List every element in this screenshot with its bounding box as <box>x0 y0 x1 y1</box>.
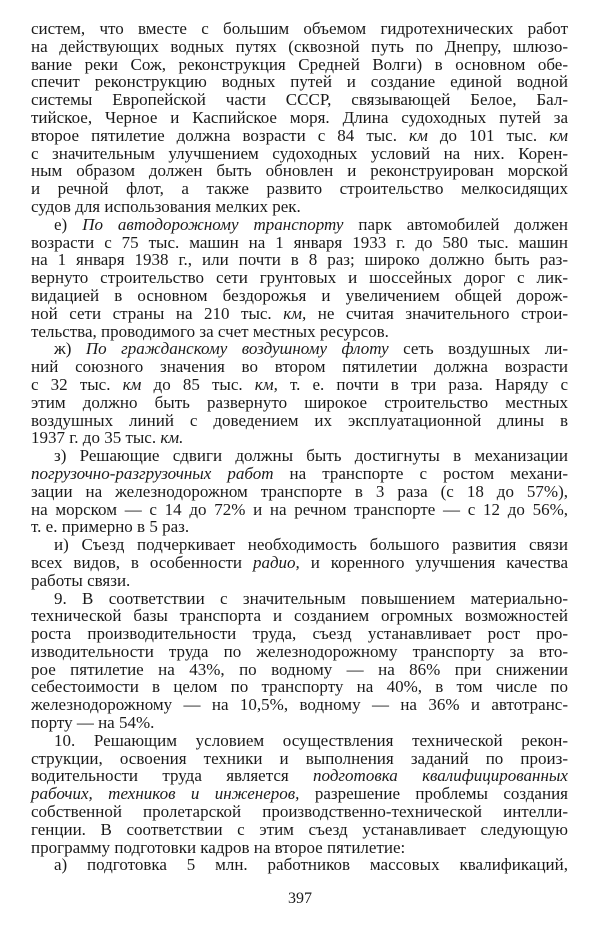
text-segment: не считая значительного строи- <box>306 303 569 323</box>
text-line <box>31 20 568 38</box>
text-line <box>31 91 568 109</box>
text-line <box>31 643 568 661</box>
italic-text: По гражданскому воздушному флоту <box>85 339 389 359</box>
text-segment: ной сети страны на 210 тыс. <box>31 303 284 323</box>
text-line <box>31 340 568 358</box>
text-line <box>31 501 568 519</box>
text-segment: собственной пролетарской производственно-технической интелли- <box>31 802 568 822</box>
text-line <box>31 447 568 465</box>
text-line <box>31 162 568 180</box>
text-line <box>31 732 568 750</box>
text-segment: железнодорожному — на 10,5%, водному — на 36% и автотранс- <box>31 695 568 715</box>
text-line <box>31 216 568 234</box>
text-line <box>31 803 568 821</box>
text-segment: ний союзного значения во втором пятилетии должна возрасти <box>31 357 568 377</box>
text-segment: работы связи. <box>31 570 131 590</box>
text-line <box>31 145 568 163</box>
text-line <box>31 323 568 341</box>
italic-text: км <box>549 125 569 145</box>
text-segment: до 85 тыс. <box>141 374 255 394</box>
text-segment: генции. В соответствии с этим съезд устанавливает следующую <box>31 819 568 839</box>
document-body <box>31 20 568 874</box>
text-line <box>31 305 568 323</box>
text-line <box>31 661 568 679</box>
page-number: 397 <box>288 890 312 907</box>
text-segment: на действующих водных путях (сквозной путь по Днепру, шлюзо- <box>31 36 568 56</box>
text-segment: систем, что вместе с большим объемом гидротехнических работ <box>31 19 568 38</box>
text-segment: этим должно быть развернуто широкое строительство местных <box>31 392 568 412</box>
text-line <box>31 394 568 412</box>
text-line <box>31 251 568 269</box>
text-segment: е) <box>54 214 83 234</box>
text-segment: до 101 тыс. <box>427 125 550 145</box>
text-segment: парк автомобилей должен <box>343 214 569 234</box>
text-segment: второе пятилетие должна возрасти с 84 тыс. <box>31 125 409 145</box>
text-line <box>31 821 568 839</box>
text-segment: и) Съезд подчеркивает необходимость большого развития связи <box>54 535 568 555</box>
text-segment: 9. В соответствии с значительным повышением материально- <box>54 588 568 608</box>
text-line <box>31 625 568 643</box>
text-line <box>31 376 568 394</box>
italic-text: км. <box>160 428 184 448</box>
text-line <box>31 839 568 857</box>
text-segment: ным образом должен быть обновлен и реконструирован морской <box>31 161 568 181</box>
text-line <box>31 590 568 608</box>
text-line <box>31 429 568 447</box>
text-segment: спечит реконструкцию водных путей и создание единой водной <box>31 72 568 92</box>
text-line <box>31 73 568 91</box>
text-line <box>31 180 568 198</box>
text-segment: а) подготовка 5 млн. работников массовых квалификаций, <box>54 855 568 875</box>
text-segment: на морском — с 14 до 72% и на речном транспорте — с 12 до 56%, <box>31 499 568 519</box>
text-line <box>31 785 568 803</box>
text-segment: системы Европейской части СССР, связывающей Белое, Бал- <box>31 90 568 110</box>
text-line <box>31 750 568 768</box>
text-segment: разрешение проблемы создания <box>299 784 568 804</box>
italic-text: км, <box>254 374 278 394</box>
text-segment: на 1 января 1938 г., или почти в 8 раз; широко должно быть раз- <box>31 250 568 270</box>
italic-text: радио, <box>252 552 300 572</box>
text-segment: 10. Решающим условием осуществления технической рекон- <box>54 730 568 750</box>
text-segment: себестоимости в целом по транспорту на 40%, в том числе по <box>31 677 568 697</box>
text-line <box>31 856 568 874</box>
text-line <box>31 38 568 56</box>
text-segment: т. е. почти в три раза. Наряду с <box>277 374 568 394</box>
text-segment: с значительным улучшением судоходных условий на них. Корен- <box>31 143 568 163</box>
text-segment: и речной флот, а также развито строительство мелкосидящих <box>31 179 568 199</box>
text-segment: вернуто строительство сети грунтовых и шоссейных дорог с лик- <box>31 268 568 288</box>
text-line <box>31 767 568 785</box>
text-segment: изводительности труда по железнодорожному транспорту за вто- <box>31 641 568 661</box>
text-line <box>31 269 568 287</box>
italic-text: км <box>409 125 428 145</box>
text-line <box>31 465 568 483</box>
text-segment: 1937 г. до 35 тыс. <box>31 428 161 448</box>
text-segment: з) Решающие сдвиги должны быть достигнуты в механизации <box>54 446 568 466</box>
text-segment: порту — на 54%. <box>31 713 155 733</box>
text-line <box>31 234 568 252</box>
text-line <box>31 572 568 590</box>
text-line <box>31 287 568 305</box>
text-segment: на транспорте с ростом механи- <box>273 463 568 483</box>
text-segment: роста производительности труда, съезд устанавливает рост про- <box>31 624 568 644</box>
text-line <box>31 198 568 216</box>
text-line <box>31 607 568 625</box>
text-line <box>31 714 568 732</box>
text-segment: струкции, освоения техники и выполнения заданий по произ- <box>31 748 568 768</box>
text-line <box>31 696 568 714</box>
text-line <box>31 358 568 376</box>
text-segment: ж) <box>54 339 86 359</box>
text-segment: с 32 тыс. <box>31 374 123 394</box>
text-segment: зации на железнодорожном транспорте в 3 раза (с 18 до 57%), <box>31 481 568 501</box>
text-segment: вание реки Сож, реконструкция Средней Волги) в основном обе- <box>31 54 568 74</box>
italic-text: км <box>122 374 142 394</box>
text-segment: водительности труда является <box>31 766 314 786</box>
text-line <box>31 483 568 501</box>
text-line <box>31 109 568 127</box>
text-line <box>31 56 568 74</box>
text-segment: и коренного улучшения качества <box>299 552 568 572</box>
text-line <box>31 518 568 536</box>
italic-text: По автодорожному транспорту <box>82 214 344 234</box>
italic-text: км, <box>283 303 307 323</box>
text-segment: т. е. примерно в 5 раз. <box>31 517 190 537</box>
text-segment: рое пятилетие на 43%, по водному — на 86% при снижении <box>31 659 568 679</box>
text-segment: программу подготовки кадров на второе пятилетие: <box>31 837 406 857</box>
italic-text: подготовка квалифицированных <box>313 766 568 786</box>
text-line <box>31 678 568 696</box>
text-segment: воздушных линий с доведением их эксплуатационной длины в <box>31 410 568 430</box>
italic-text: погрузочно-разгрузочных работ <box>31 463 274 483</box>
text-segment: технической базы транспорта и созданием огромных возможностей <box>31 606 568 626</box>
text-line <box>31 127 568 145</box>
text-line <box>31 412 568 430</box>
text-segment: возрасти с 75 тыс. машин на 1 января 1933 г. до 580 тыс. машин <box>31 232 568 252</box>
text-segment: тийское, Черное и Каспийское моря. Длина судоходных путей за <box>31 107 568 127</box>
text-segment: судов для использования мелких рек. <box>31 196 301 216</box>
text-segment: тельства, проводимого за счет местных ресурсов. <box>31 321 389 341</box>
italic-text: рабочих, техников и инженеров, <box>31 784 300 804</box>
text-line <box>31 536 568 554</box>
text-line <box>31 554 568 572</box>
text-segment: всех видов, в особенности <box>31 552 253 572</box>
text-segment: видацией в основном бездорожья и увеличением общей дорож- <box>31 285 568 305</box>
text-segment: сеть воздушных ли- <box>388 339 568 359</box>
